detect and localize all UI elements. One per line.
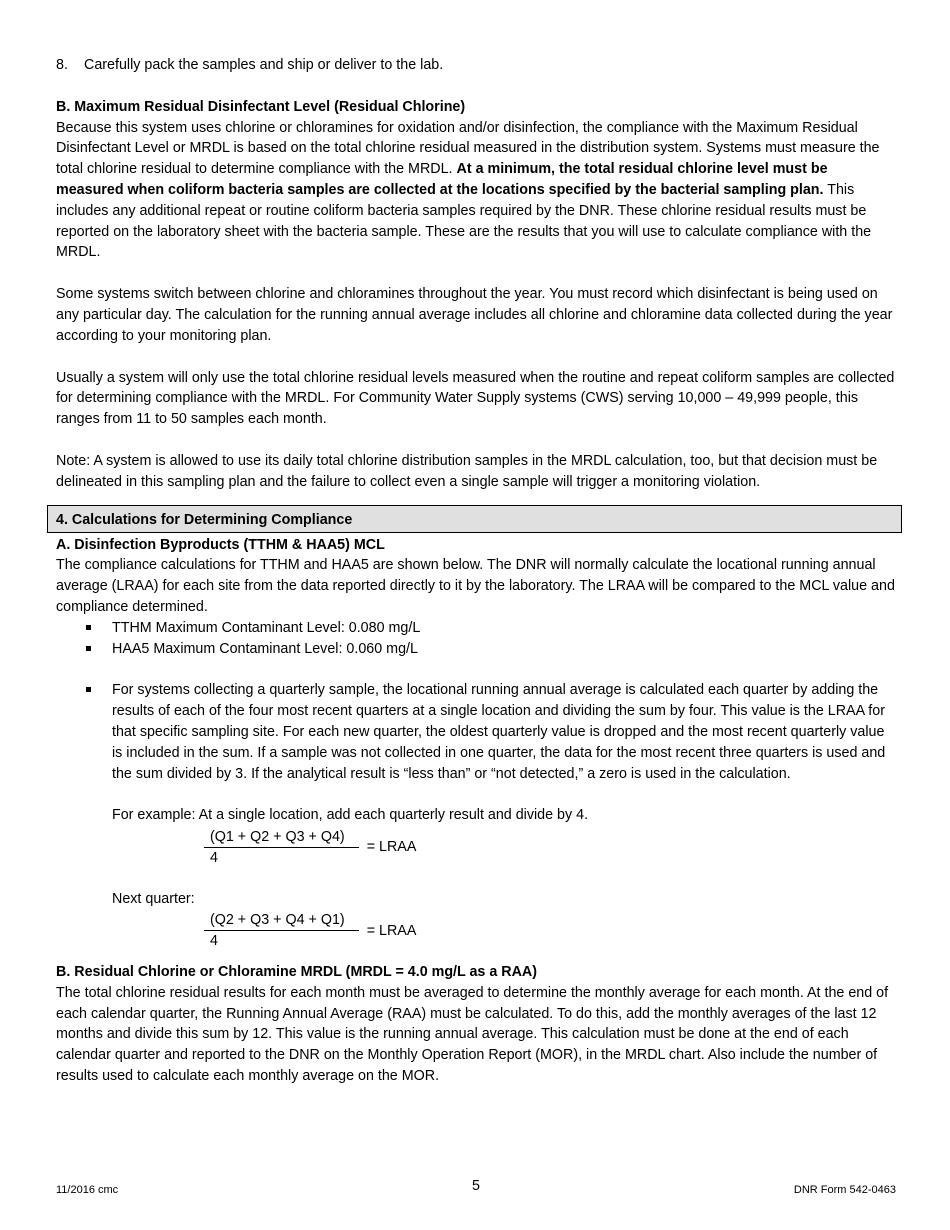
footer-revision: 11/2016 cmc — [56, 1184, 119, 1196]
section-b-paragraph-2: Some systems switch between chlorine and chloramines throughout the year. You must record which disinfectant is being used on any particular day. The calculation for the running annual average includes all chlorine and chloramine data collected during the year according to your monitoring plan. — [56, 286, 893, 344]
page-footer — [56, 1176, 896, 1196]
quarterly-list — [56, 680, 896, 784]
example-intro: For example: At a single location, add each quarterly result and divide by 4. — [112, 807, 589, 824]
list-item: HAA5 Maximum Contaminant Level: 0.060 mg/L — [56, 639, 896, 660]
step-text: Carefully pack the samples and ship or deliver to the lab. — [84, 57, 444, 73]
next-quarter-label: Next quarter: — [112, 891, 195, 908]
list-item: For systems collecting a quarterly sample, the locational running annual average is calculated each quarter by adding the results of each of the four most recent quarters at a single location and dividing the sum by four. This value is the LRAA for that specific sampling site. For each new quarter, the oldest quarterly value is dropped and the most recent quarterly value is included in the sum. If a sample was not collected in one quarter, the data for the most recent three quarters is used and the sum divided by 3. If the analytical result is “less than” or “not detected,” a zero is used in the calculation. — [56, 680, 896, 784]
page-number: 5 — [472, 1178, 480, 1194]
subsection-b-heading: B. Residual Chlorine or Chloramine MRDL (MRDL = 4.0 mg/L as a RAA) — [56, 963, 538, 980]
formula-denominator: 4 — [210, 849, 218, 866]
document-page — [56, 55, 896, 1087]
section-b-heading: B. Maximum Residual Disinfectant Level (Residual Chlorine) — [56, 98, 466, 115]
section-b-note: Note: A system is allowed to use its daily total chlorine distribution samples in the MRDL calculation, too, but that decision must be delineated in this sampling plan and the failure to collect even a single sample will trigger a monitoring violation. — [56, 452, 878, 490]
formula-denominator: 4 — [210, 933, 218, 950]
list-item: TTHM Maximum Contaminant Level: 0.080 mg/L — [56, 618, 896, 639]
subsection-b-text: The total chlorine residual results for each month must be averaged to determine the monthly average for each month. At the end of each calendar quarter, the Running Annual Average (RAA) must be calculated. To do this, add the monthly averages of the last 12 months and divide this sum by 12. This value is the running annual average. This calculation must be done at the end of each calendar quarter and reported to the DNR on the Monthly Operation Report (MOR), in the MRDL chart. Also include the number of results used to calculate each monthly average on the MOR. — [56, 984, 889, 1084]
subsection-a-heading: A. Disinfection Byproducts (TTHM & HAA5) MCL — [56, 536, 385, 553]
subsection-a-intro: The compliance calculations for TTHM and HAA5 are shown below. The DNR will normally calculate the locational running annual average (LRAA) for each site from the data reported directly to it by the laboratory. The LRAA will be compared to the MCL value and compliance determined. — [56, 557, 895, 615]
formula-numerator: (Q1 + Q2 + Q3 + Q4) — [204, 827, 359, 848]
form-number: DNR Form 542-0463 — [793, 1184, 896, 1196]
mcl-list — [56, 618, 896, 660]
lraa-formula-2 — [204, 910, 896, 952]
section-b-paragraph-1: Because this system uses chlorine or chloramines for oxidation and/or disinfection, the compliance with the Maximum Residual Disinfectant Level or MRDL is based on the total chlorine residual measured in the distribution system. Systems must measure the total chlorine residual to determine compliance with the MRDL. At a minimum, the total residual chlorine level must be measured when coliform bacteria samples are collected at the locations specified by the bacterial sampling plan. This includes any additional repeat or routine coliform bacteria samples required by the DNR. These chlorine residual results must be reported on the laboratory sheet with the bacteria sample. These are the results that you will use to calculate compliance with the MRDL. — [56, 119, 880, 261]
formula-result: = LRAA — [366, 922, 417, 939]
bold-requirement: At a minimum, the total residual chlorine level must be measured when coliform bacteria samples are collected at the locations specified by the bacterial sampling plan. — [56, 161, 828, 198]
lraa-formula-1 — [204, 826, 896, 868]
section-b-paragraph-3: Usually a system will only use the total chlorine residual levels measured when the routine and repeat coliform samples are collected for determining compliance with the MRDL. For Community Water Supply systems (CWS) serving 10,000 – 49,999 people, this ranges from 11 to 50 samples each month. — [56, 369, 895, 428]
formula-result: = LRAA — [366, 838, 417, 855]
formula-numerator: (Q2 + Q3 + Q4 + Q1) — [204, 910, 359, 931]
step-8 — [56, 55, 896, 76]
section-4-title: 4. Calculations for Determining Compliance — [47, 505, 902, 533]
step-number: 8. — [56, 57, 68, 73]
